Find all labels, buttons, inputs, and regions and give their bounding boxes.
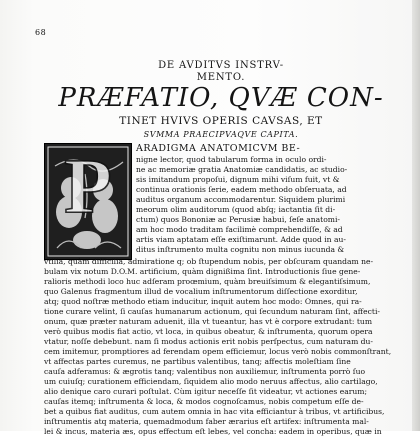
subtitle-summary-line: SVMMA PRAECIPVAQVE CAPITA.	[143, 130, 299, 139]
text-line-1: ARADIGMA ANATOMICVM BE-	[136, 143, 301, 154]
text-line-22: vt affectas partes curemus, ne partibus valentibus, tanq; affectis moleſtiam ſine	[44, 357, 351, 366]
text-line-8: ctum) quos Bononiæ ac Perusiæ habui, ſeſe anatomi-	[136, 215, 340, 224]
text-line-17: tione curare velint, ſi cauſas humanarum actionum, qui ſecundum naturam ſint, affecti-	[44, 307, 380, 316]
book-gutter	[412, 0, 420, 431]
text-line-11: ditus inſtrumento multa cognitu non minus iucunda &	[136, 245, 345, 254]
text-line-10: artis viam aptatam eſſe exiſtimarunt. Adde quod in au-	[136, 235, 346, 244]
text-line-5: continua orationis ſerie, eadem methodo obſeruata, ad	[136, 185, 347, 194]
text-line-7: meorum olim auditorum (quod abſq; iactantia ſit di-	[136, 205, 336, 214]
text-line-20: vtatur, noſſe debebunt. nam ſi modus actionis erit nobis perſpectus, cum naturam du-	[44, 337, 373, 346]
text-line-12: vtilia, quàm difficilia, admiratione q; ob ſtupendum nobis, per obſcuram quandam ne-	[44, 257, 374, 266]
text-line-27: bet a quibus fiat auditus, cum autem omnia in hac vita efficiantur à tribus, vt artificibus,	[44, 407, 385, 416]
text-line-26: cauſas itemq; inſtrumenta & loca, & modos cognoſcamus, nobis competum eſſe de-	[44, 397, 364, 406]
text-line-15: quo Galenus fragmentum illud de vocalium inſtrumentorum diſſectione exorditur,	[44, 287, 358, 296]
text-line-24: um cuiuſq; curationem efficiendam, ſiquidem alio modo neruus affectus, alio cartilago,	[44, 377, 378, 386]
woodcut-initial-illustration	[45, 144, 131, 259]
text-line-21: cem imitemur, promptiores ad ferendam opem efficiemur, locus verò nobis commonſtrant,	[44, 347, 392, 356]
initial-letter-glyph: P	[64, 142, 112, 229]
text-line-19: verò quibus modis fiat actio, vt loca, in quibus obeatur, & inſtrumenta, quorum opera	[44, 327, 373, 336]
text-line-13: bulam vix notum D.O.M. artificium, quàm dignißima ſint. Introductionis ſiue gene-	[44, 267, 361, 276]
text-line-2: nigne lector, quod tabularum forma in oculo ordi-	[136, 155, 327, 164]
praefatio-title: PRÆFATIO, QVÆ CON-	[58, 83, 384, 113]
chapter-title-line-1: DE AVDITVS INSTRV-	[158, 60, 284, 71]
text-line-29: lei & incus, materia æs, opus effectum eſt lebes, vel concha: eadem in operibus, quæ in	[44, 427, 382, 436]
subtitle-line: TINET HVIVS OPERIS CAVSAS, ET	[119, 115, 323, 127]
text-line-9: am hoc modo traditam facilimè comprehendiſſe, & ad	[136, 225, 343, 234]
text-line-3: ne ac memoriæ gratia Anatomiæ candidatis, ac studio-	[136, 165, 348, 174]
text-line-14: ralioris methodi loco huc adſeram proœmium, quàm breuiſsimum & elegantiſsimum,	[44, 277, 371, 286]
text-line-25: alio denique caro curari poſtulat. Cùm igitur neceſſe ſit videatur, vt actiones earum;	[44, 387, 368, 396]
text-line-23: cauſa adferamus: & ægrotis tanq; valentibus non auxiliemur, inſtrumenta porrò ſuo	[44, 367, 366, 376]
page-number: 68	[35, 28, 47, 37]
text-line-6: auditus organum accommodarentur. Siquidem plurimi	[136, 195, 346, 204]
text-line-4: sis imitandum propoſui, dignum mihi viſum fuit, vt &	[136, 175, 340, 184]
text-line-28: inſtrumentis atq materia, quemadmodum faber ærarius eſt artifex: inſtrumenta mal-	[44, 417, 369, 426]
text-line-18: onum, quæ præter naturam aduenit, illa vt tueantur, has vt è corpore extrudant: tum	[44, 317, 373, 326]
chapter-title-line-2: MENTO.	[196, 72, 246, 83]
decorated-initial-letter	[44, 143, 132, 260]
text-line-16: atq; quod noſtræ methodo etiam inducitur, inquit autem hoc modo: Omnes, qui ra-	[44, 297, 362, 306]
